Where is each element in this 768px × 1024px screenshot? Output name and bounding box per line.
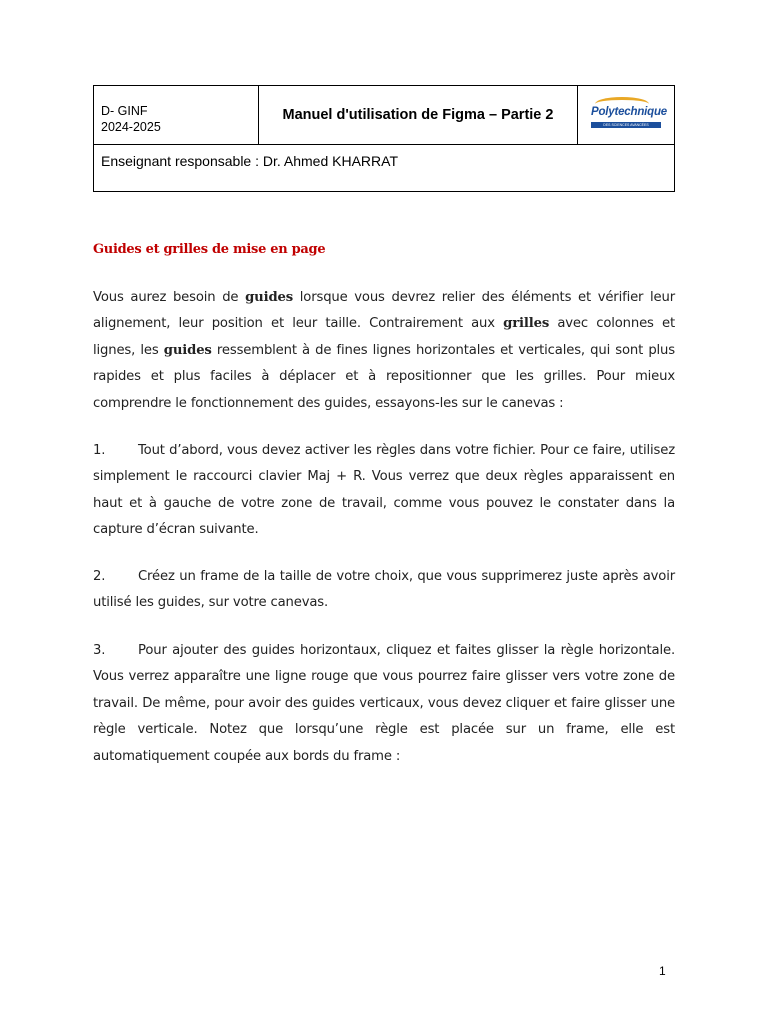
intro-paragraph [93,285,675,417]
intro-bold-guides-2: guides [163,342,212,358]
intro-bold-grilles: grilles [503,316,550,332]
step-3-paragraph [93,638,675,770]
logo-brand: Polytechnique [591,106,667,118]
academic-year: 2024-2025 [101,120,161,134]
step-3-number: 3. [93,643,106,658]
department-label: D- GINF [101,104,148,118]
step-2-paragraph [93,564,675,617]
department-cell [94,86,259,144]
step-3-text: Pour ajouter des guides horizontaux, cliquez et faites glisser la règle horizontale. Vous verrez apparaître une ligne rouge que vous pourrez faire glisser vers votre zone de travail. De même, pour avoir des guides verticaux, vous devez cliquer et faire glisser une règle verticale. Notez que lorsqu’une règle est placée sur un frame, elle est automatiquement coupée aux bords du frame : [93,643,675,764]
document-title: Manuel d'utilisation de Figma – Partie 2 [259,86,578,144]
teacher-row: Enseignant responsable : Dr. Ahmed KHARRAT [101,153,399,169]
intro-text-2: lorsque vous devrez relier des éléments et vérifier leur alignement, leur position et leur taille. Contrairement aux [93,290,675,332]
step-1-paragraph [93,438,675,544]
logo-cell [578,86,674,144]
section-title: Guides et grilles de mise en page [93,242,326,257]
step-1-number: 1. [93,443,106,458]
step-1-text: Tout d’abord, vous devez activer les règles dans votre fichier. Pour ce faire, utilisez simplement le raccourci clavier Maj + R. Vous verrez que deux règles apparaissent en haut et à gauche de votre zone de travail, comme vous pouvez le constater dans la capture d’écran suivante. [93,443,675,538]
step-2-number: 2. [93,569,106,584]
polytechnique-logo [589,97,667,133]
logo-tagline: DES SCIENCES AVANCÉES [591,122,661,128]
intro-text-4: ressemblent à de fines lignes horizontales et verticales, qui sont plus rapides et plus faciles à déplacer et à repositionner que les grilles. Pour mieux comprendre le fonctionnement des guides, essayons-les sur le canevas : [93,342,675,411]
intro-text-3: avec colonnes et lignes, les [93,316,675,358]
header-row-top [94,86,674,145]
intro-text-1: Vous aurez besoin de [93,290,246,305]
page-number: 1 [659,964,666,978]
step-2-text: Créez un frame de la taille de votre choix, que vous supprimerez juste après avoir utilisé les guides, sur votre canevas. [93,569,675,611]
header-table [93,85,675,192]
intro-bold-guides-1: guides [245,290,294,305]
